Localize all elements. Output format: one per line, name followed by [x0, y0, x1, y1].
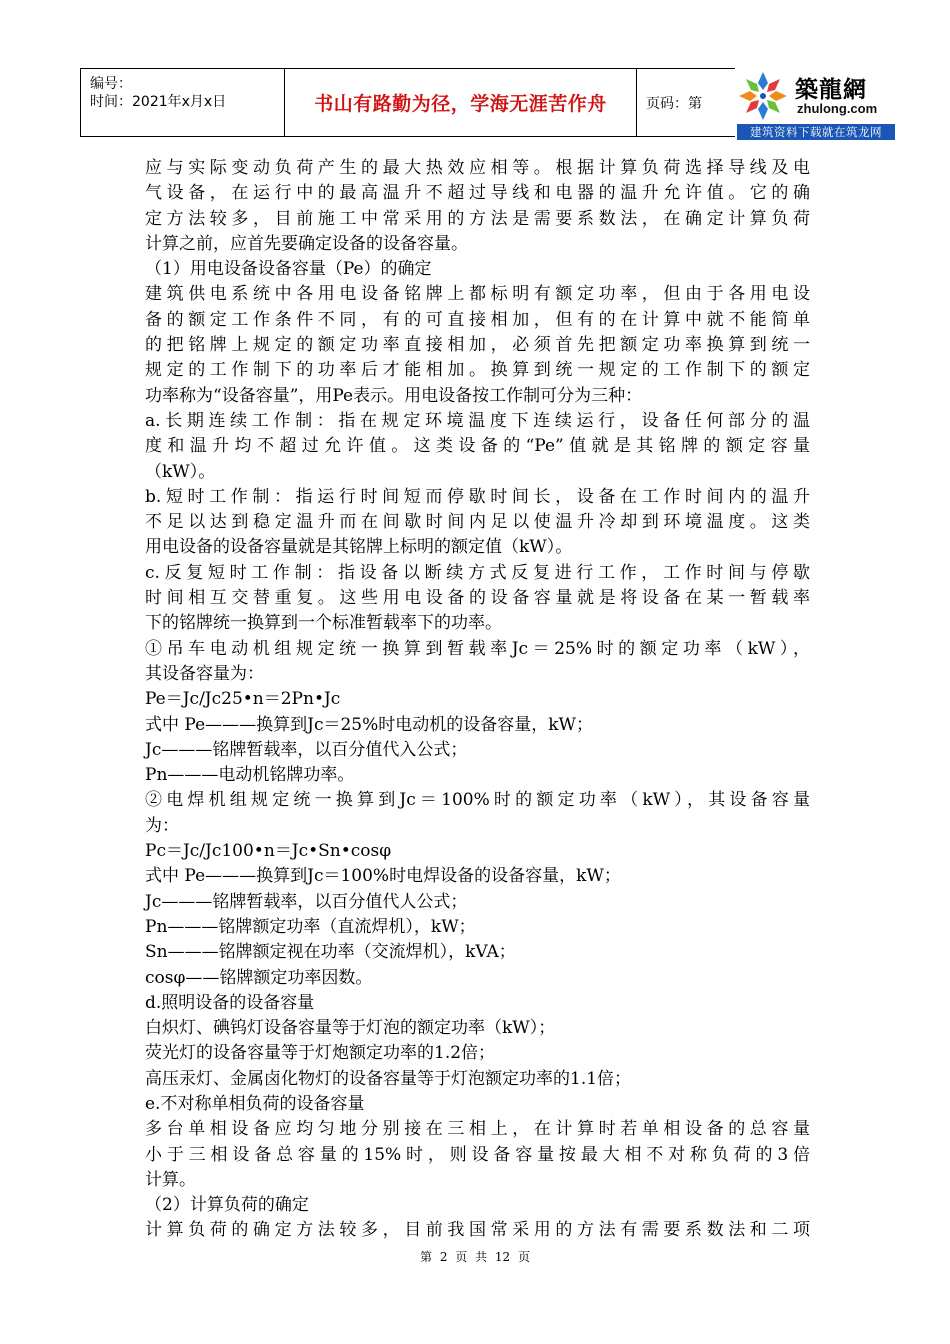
text-line: 备的额定工作条件不同，有的可直接相加，但有的在计算中就不能简单 [145, 309, 810, 330]
text-line: Pe＝Jc/Jc25•n＝2Pn•Jc [145, 689, 341, 710]
text-line: 不足以达到稳定温升而在间歇时间内足以使温升冷却到环境温度。这类 [145, 512, 810, 533]
text-line: 气设备，在运行中的最高温升不超过导线和电器的温升允许值。它的确 [145, 183, 810, 204]
logo-domain: zhulong.com [797, 101, 878, 116]
page-footer: 第 2 页 共 12 页 [420, 1250, 530, 1264]
logo-name: 築龍網 [795, 77, 867, 103]
text-line: c.反复短时工作制：指设备以断续方式反复进行工作，工作时间与停歇 [145, 562, 810, 583]
text-line: （kW）。 [145, 461, 216, 482]
text-line: 式中 Pe———换算到Jc＝25%时电动机的设备容量，kW； [145, 714, 594, 735]
text-line: 计算负荷的确定方法较多，目前我国常采用的方法有需要系数法和二项 [145, 1220, 810, 1241]
text-line: 计算之前，应首先要确定设备的设备容量。 [145, 233, 468, 254]
number-label: 编号： [90, 76, 132, 92]
text-line: a.长期连续工作制：指在规定环境温度下连续运行，设备任何部分的温 [145, 410, 810, 431]
text-line: cosφ——铭牌额定功率因数。 [145, 967, 373, 988]
motto-text: 书山有路勤为径，学海无涯苦作舟 [314, 93, 607, 115]
text-line: Jc———铭牌暂载率，以百分值代人公式； [145, 891, 468, 912]
text-line: （2）计算负荷的确定 [145, 1195, 309, 1216]
text-line: ①吊车电动机组规定统一换算到暂载率Jc＝25%时的额定功率（kW）， [145, 638, 810, 659]
text-line: 白炽灯、碘钨灯设备容量等于灯泡的额定功率（kW）； [145, 1018, 556, 1039]
text-line: 应与实际变动负荷产生的最大热效应相等。根据计算负荷选择导线及电 [145, 158, 810, 178]
text-line: Pc＝Jc/Jc100•n＝Jc•Sn•cosφ [145, 841, 392, 862]
text-line: 多台单相设备应均匀地分别接在三相上，在计算时若单相设备的总容量 [145, 1119, 810, 1140]
zhulong-logo [735, 68, 895, 141]
text-line: 度和温升均不超过允许值。这类设备的“Pe”值就是其铭牌的额定容量 [145, 436, 810, 457]
text-line: Sn———铭牌额定视在功率（交流焊机），kVA； [145, 942, 516, 963]
time-label: 时间：2021年x月x日 [90, 94, 227, 110]
logo-slogan: 建筑资料下载就在筑龙网 [737, 124, 895, 140]
text-line: Jc———铭牌暂载率，以百分值代入公式； [145, 739, 468, 760]
text-line: 功率称为“设备容量”，用Pe表示。用电设备按工作制可分为三种： [145, 385, 643, 406]
snowflake-logo-icon [737, 70, 789, 122]
text-line: 规定的工作制下的功率后才能相加。换算到统一规定的工作制下的额定 [145, 360, 810, 381]
text-line: 的把铭牌上规定的额定功率直接相加，必须首先把额定功率换算到统一 [145, 335, 810, 356]
text-line: b.短时工作制：指运行时间短而停歇时间长，设备在工作时间内的温升 [145, 486, 810, 507]
document-body [145, 156, 810, 1244]
text-line: ②电焊机组规定统一换算到Jc＝100%时的额定功率（kW），其设备容量 [145, 790, 810, 811]
text-line: 其设备容量为： [145, 663, 264, 684]
text-line: 定方法较多，目前施工中常采用的方法是需要系数法，在确定计算负荷 [145, 208, 810, 229]
text-line: 用电设备的设备容量就是其铭牌上标明的额定值（kW）。 [145, 537, 573, 558]
text-line: 荧光灯的设备容量等于灯炮额定功率的1.2倍； [145, 1043, 496, 1064]
text-line: 计算。 [145, 1169, 196, 1190]
text-line: 为： [145, 815, 179, 836]
text-line: 建筑供电系统中各用电设备铭牌上都标明有额定功率，但由于各用电设 [145, 284, 810, 305]
text-line: 下的铭牌统一换算到一个标准暂载率下的功率。 [145, 613, 502, 634]
text-line: 时间相互交替重复。这些用电设备的设备容量就是将设备在某一暂载率 [145, 588, 810, 609]
header-motto-cell [285, 69, 637, 136]
text-line: d.照明设备的设备容量 [145, 992, 315, 1013]
text-line: e.不对称单相负荷的设备容量 [145, 1093, 365, 1114]
text-line: （1）用电设备设备容量（Pe）的确定 [145, 259, 432, 280]
page-label: 页码：第 [646, 95, 702, 112]
text-line: 小于三相设备总容量的15%时，则设备容量按最大相不对称负荷的3倍 [145, 1144, 810, 1165]
text-line: 高压汞灯、金属卤化物灯的设备容量等于灯泡额定功率的1.1倍； [145, 1068, 632, 1089]
text-line: Pn———铭牌额定功率（直流焊机），kW； [145, 916, 476, 937]
text-line: 式中 Pe———换算到Jc＝100%时电焊设备的设备容量，kW； [145, 866, 621, 887]
header-page-cell [637, 69, 717, 136]
text-line: Pn———电动机铭牌功率。 [145, 765, 355, 786]
header-meta-cell [81, 69, 285, 136]
